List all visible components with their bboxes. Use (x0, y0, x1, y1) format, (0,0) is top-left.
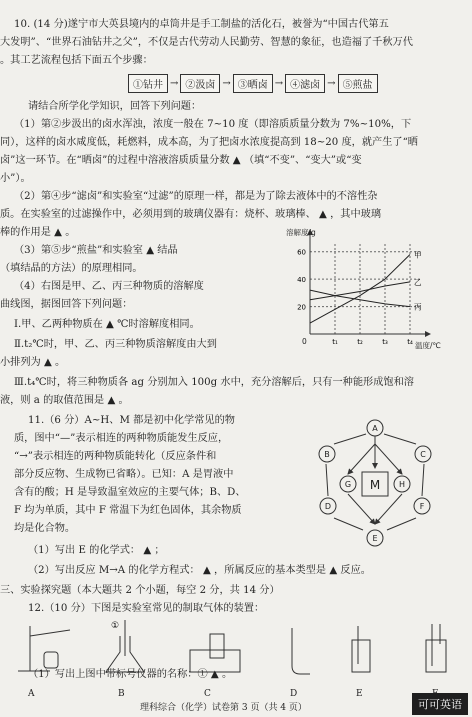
step-5: ⑤煎盐 (338, 74, 378, 93)
q10-p3a: （3）第⑤步“煎盐”和实验室 ▲ 结晶 (14, 245, 178, 256)
node-e-label: E (372, 534, 378, 543)
label-e: E (356, 689, 363, 699)
q10-p4d: Ⅱ.t₂℃时，甲、乙、丙三种物质溶解度由大到 (14, 339, 217, 350)
q10-p4f: Ⅲ.t₄℃时，将三种物质各 ag 分别加入 100g 水中，充分溶解后，只有一种能形成饱和溶 (14, 377, 414, 388)
q10-line1: 10. (14 分)遂宁市大英县境内的卓筒井是手工制盐的活化石，被誉为“中国古代第五 (14, 19, 389, 30)
node-g-label: G (344, 480, 352, 489)
y-tick-label: 40 (297, 276, 306, 285)
q10-intro: 请结合所学化学知识，回答下列问题： (28, 101, 202, 112)
q10-p3b: （填结晶的方法）的原理相同。 (0, 263, 143, 274)
series-label: 丙 (414, 302, 422, 312)
label-b: B (118, 689, 125, 699)
relation-diagram (300, 414, 450, 554)
step-2: ②汲卤 (180, 74, 220, 93)
q11-l3: “→”表示相连的两种物质能转化（反应条件和 (14, 451, 217, 462)
arrow-icon: → (170, 78, 179, 89)
q11-l7: 均是化合物。 (14, 523, 76, 534)
section-3-heading: 三、实验探究题（本大题共 2 个小题，每空 2 分，共 14 分） (0, 585, 280, 596)
x-tick-label: t₂ (357, 338, 363, 346)
q10-p2a: （2）第④步“滤卤”和实验室“过滤”的原理一样，都是为了除去液体中的不溶性杂 (14, 191, 378, 202)
q11-l4: 部分反应物、生成物已省略）。已知：A 是胃液中 (14, 469, 234, 480)
node-h-label: H (398, 480, 406, 489)
x-tick-label: t₁ (332, 338, 338, 346)
x-tick-label: t₃ (382, 338, 388, 346)
q11-s2: （2）写出反应 M→A 的化学方程式： ▲ ，所属反应的基本类型是 ▲ 反应。 (28, 565, 371, 576)
q11-l6: F 均为单质，其中 F 常温下为红色固体，其余物质 (14, 505, 242, 516)
q10-p4g: 液，则 a 的取值范围是 ▲ 。 (0, 395, 129, 406)
q11-l5: 含有的酸；H 是导致温室效应的主要气体；B、D、 (14, 487, 246, 498)
step-1: ①钻井 (128, 74, 168, 93)
step-3: ③晒卤 (233, 74, 273, 93)
x-axis-label: 温度/℃ (415, 341, 441, 350)
y-tick-label: 60 (297, 248, 306, 257)
q10-line3: 。其工艺流程包括下面五个步骤： (0, 55, 153, 66)
watermark-logo: 可可英语 (412, 693, 468, 715)
label-a: A (28, 689, 35, 699)
series-label: 乙 (414, 277, 422, 287)
q10-p2b: 质。在实验室的过滤操作中，必须用到的玻璃仪器有：烧杯、玻璃棒、 ▲ ，其中玻璃 (0, 209, 382, 220)
q10-p1d: 小”）。 (0, 173, 31, 184)
q11-l1: 11.（6 分）A~H、M 都是初中化学常见的物 (28, 415, 235, 426)
label-c: C (204, 689, 211, 699)
q10-p4c: Ⅰ.甲、乙两种物质在 ▲ ℃时溶解度相同。 (14, 319, 200, 330)
y-tick-label: 20 (297, 303, 306, 312)
node-c-label: C (420, 450, 426, 459)
solubility-chart (280, 224, 450, 354)
q10-p4e: 小排列为 ▲ 。 (0, 357, 66, 368)
series-label: 甲 (414, 250, 422, 260)
arrow-icon: → (327, 78, 336, 89)
step-4: ④滤卤 (285, 74, 325, 93)
q12-l1: 12.（10 分）下图是实验室常见的制取气体的装置： (28, 603, 265, 614)
q11-s1: （1）写出 E 的化学式： ▲ ； (28, 545, 165, 556)
q10-p2c: 棒的作用是 ▲ 。 (0, 227, 76, 238)
instrument-number-1: ① (111, 621, 120, 631)
q10-line2: 大发明”、“世界石油钻井之父”，不仅是古代劳动人民勤劳、智慧的象征，也造福了千秋万代 (0, 37, 413, 48)
q10-p4b: 曲线图，据图回答下列问题： (0, 299, 133, 310)
node-d-label: D (324, 502, 332, 511)
page-footer: 理科综合（化学）试卷第 3 页（共 4 页） (140, 703, 307, 713)
q12-s1: （1）写出上图中带标号仪器的名称：① ▲ 。 (28, 669, 233, 680)
node-b-label: B (324, 450, 330, 459)
y-axis-label: 溶解度/g (286, 228, 316, 237)
node-f-label: F (419, 502, 425, 511)
q10-p1a: （1）第②步汲出的卤水浑浊，浓度一般在 7~10 度（即溶质质量分数为 7%~10%，下 (14, 119, 412, 130)
process-steps (128, 74, 378, 93)
q10-p1c: 卤”这一环节。在“晒卤”的过程中溶液溶质质量分数 ▲ （填“不变”、“变大”或“变 (0, 155, 362, 166)
arrow-icon: → (222, 78, 231, 89)
x-tick-label: t₄ (407, 338, 413, 346)
arrow-icon: → (274, 78, 284, 89)
node-m-label: M (369, 478, 381, 492)
q10-p1b: 同），这样的卤水咸度低，耗燃料，成本高，为了把卤水浓度提高到 18~20 度，就产生了“晒 (0, 137, 418, 148)
label-d: D (290, 689, 298, 699)
node-a-label: A (372, 424, 378, 433)
q11-l2: 质，图中“—”表示相连的两种物质能发生反应， (14, 433, 229, 444)
origin-label: 0 (302, 337, 307, 346)
q10-p4a: （4）右图是甲、乙、丙三种物质的溶解度 (14, 281, 204, 292)
